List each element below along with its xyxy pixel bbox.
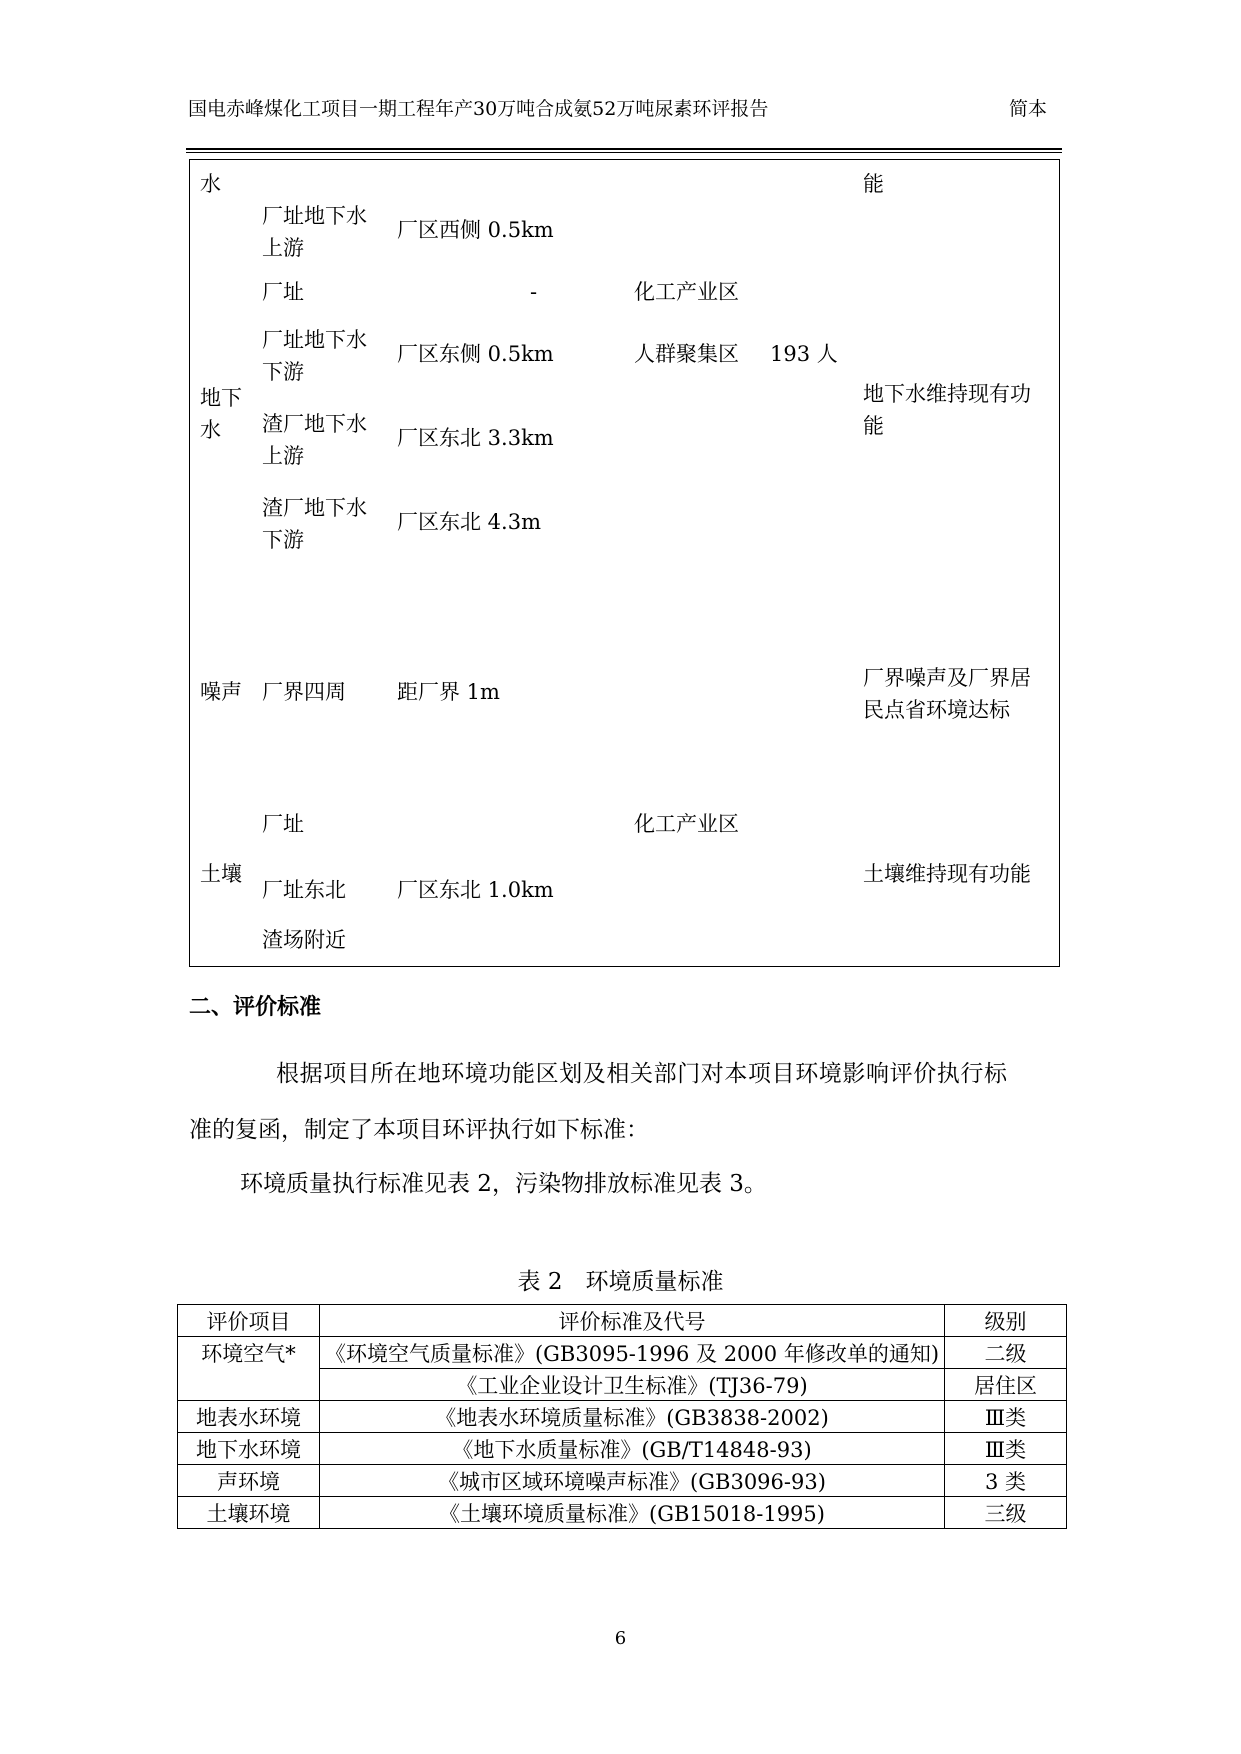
row-item: 地表水环境: [178, 1401, 320, 1433]
table-row: [178, 1337, 1067, 1369]
paragraph-1-line-1: 根据项目所在地环境功能区划及相关部门对本项目环境影响评价执行标: [276, 1061, 1008, 1087]
gw-location-3: 厂区东侧 0.5km: [397, 342, 554, 366]
section-heading: 二、评价标准: [189, 995, 322, 1020]
gw-scale-3: 193 人: [770, 342, 838, 366]
table-row: [178, 1433, 1067, 1465]
row-grade: 二级: [945, 1337, 1067, 1369]
row-standard: 《地表水环境质量标准》(GB3838-2002): [320, 1401, 945, 1433]
header-standard: 评价标准及代号: [320, 1305, 945, 1337]
gw-location-4: 厂区东北 3.3km: [397, 426, 554, 450]
row-standard: 《土壤环境质量标准》(GB15018-1995): [320, 1497, 945, 1529]
gw-location-1: 厂区西侧 0.5km: [397, 218, 554, 242]
header-title: 国电赤峰煤化工项目一期工程年产30万吨合成氨52万吨尿素环评报告: [188, 98, 769, 120]
paragraph-1-line-2: 准的复函，制定了本项目环评执行如下标准：: [189, 1117, 649, 1143]
row-item: 环境空气*: [178, 1337, 320, 1369]
soil-site-3: 渣场附近: [262, 928, 346, 952]
table-row: [178, 1497, 1067, 1529]
category-water-continued: 水: [200, 172, 221, 196]
header-rule-thick: [186, 148, 1062, 150]
paragraph-2: 环境质量执行标准见表 2，污染物排放标准见表 3。: [240, 1171, 767, 1197]
noise-function: 厂界噪声及厂界居民点省环境达标: [863, 666, 1031, 722]
function-water-continued: 能: [863, 172, 884, 196]
row-standard: 《地下水质量标准》(GB/T14848-93): [320, 1433, 945, 1465]
row-item: [178, 1369, 320, 1401]
soil-function: 土壤维持现有功能: [863, 862, 1031, 886]
row-grade: 3 类: [945, 1465, 1067, 1497]
soil-location-2: 厂区东北 1.0km: [397, 878, 554, 902]
soil-target-1: 化工产业区: [634, 812, 739, 836]
header-rule-thin: [186, 152, 1062, 153]
category-noise: 噪声: [200, 680, 242, 704]
gw-site-3: 厂址地下水下游: [262, 328, 367, 384]
table-row: [178, 1369, 1067, 1401]
row-standard: 《环境空气质量标准》(GB3095-1996 及 2000 年修改单的通知): [320, 1337, 945, 1369]
soil-site-1: 厂址: [262, 812, 304, 836]
soil-site-2: 厂址东北: [262, 878, 346, 902]
noise-location: 距厂界 1m: [397, 680, 500, 704]
row-item: 地下水环境: [178, 1433, 320, 1465]
header-grade: 级别: [945, 1305, 1067, 1337]
gw-site-1: 厂址地下水上游: [262, 204, 367, 260]
table-header-row: [178, 1305, 1067, 1337]
gw-function: 地下水维持现有功能: [863, 382, 1031, 438]
environmental-quality-standards-table: [177, 1304, 1067, 1529]
gw-site-2: 厂址: [262, 280, 304, 304]
category-soil: 土壤: [200, 862, 242, 886]
noise-site: 厂界四周: [262, 680, 346, 704]
table-row: [178, 1465, 1067, 1497]
gw-site-5: 渣厂地下水下游: [262, 496, 367, 552]
row-grade: Ⅲ类: [945, 1433, 1067, 1465]
header-edition-tag: 简本: [1009, 98, 1048, 120]
row-standard: 《城市区域环境噪声标准》(GB3096-93): [320, 1465, 945, 1497]
row-grade: Ⅲ类: [945, 1401, 1067, 1433]
gw-target-2: 化工产业区: [634, 280, 739, 304]
gw-location-5: 厂区东北 4.3m: [397, 510, 541, 534]
table-2-caption: 表 2 环境质量标准: [517, 1269, 724, 1295]
gw-target-3: 人群聚集区: [634, 342, 739, 366]
row-item: 声环境: [178, 1465, 320, 1497]
row-item: 土壤环境: [178, 1497, 320, 1529]
page-number: 6: [614, 1628, 627, 1649]
row-grade: 三级: [945, 1497, 1067, 1529]
category-groundwater: 地下水: [200, 386, 242, 442]
monitoring-sites-table: [189, 159, 1060, 967]
gw-site-4: 渣厂地下水上游: [262, 412, 367, 468]
header-item: 评价项目: [178, 1305, 320, 1337]
row-grade: 居住区: [945, 1369, 1067, 1401]
table-row: [178, 1401, 1067, 1433]
gw-location-2: -: [530, 280, 538, 304]
row-standard: 《工业企业设计卫生标准》(TJ36-79): [320, 1369, 945, 1401]
